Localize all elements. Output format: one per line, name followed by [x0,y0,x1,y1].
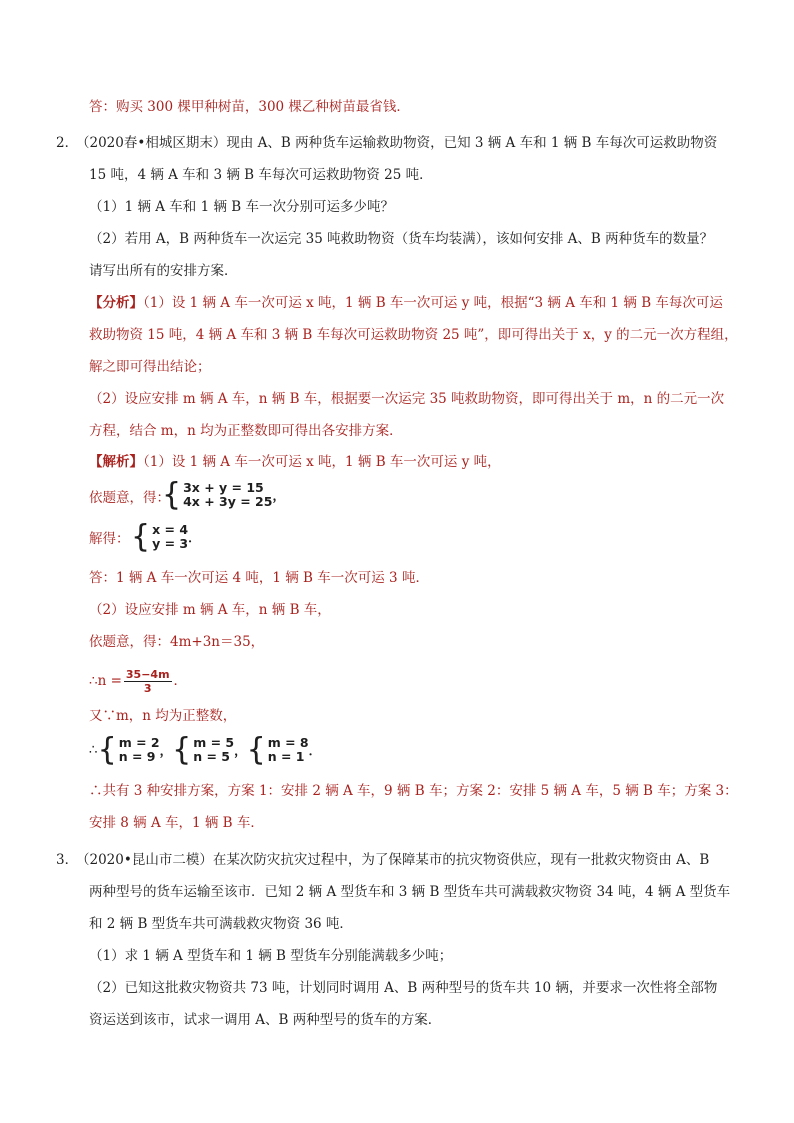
analysis-tag: 【分析】 [89,295,143,311]
fraction-denominator: 3 [143,682,152,695]
analysis-line4: （2）设应安排 m 辆 A 车，n 辆 B 车，根据要一次运完 35 吨救助物资，即可得出关于 m，n 的二元一次 [89,391,725,407]
problem-2-question-2-cont: 请写出所有的安排方案． [89,263,238,279]
problem-2-question-2: （2）若用 A，B 两种货车一次运完 35 吨救助物资（货车均装满），该如何安排 A、B 两种货车的数量？ [89,231,714,247]
set-1a: m = 2 [118,735,160,750]
set-2a: m = 5 [193,735,235,750]
problem-2-number: 2． [56,135,79,151]
n-equals: ∴n = [89,673,122,689]
solution-setup-label: 依题意，得： [89,490,170,506]
problem-3-stem-line2: 两种型号的货车运输至该市．已知 2 辆 A 型货车和 3 辆 B 型货车共可满载救灾物资 34 吨，4 辆 A 型货车 [89,884,731,900]
set-1b: n = 9 [118,749,156,764]
solution-n-expression [89,668,187,695]
solution-text1: （1）设 1 辆 A 车一次可运 x 吨，1 辆 B 车一次可运 y 吨， [143,454,501,470]
solution-sets [89,731,322,768]
fraction-numerator: 35−4m [125,668,170,681]
analysis-text1: （1）设 1 辆 A 车一次可运 x 吨，1 辆 B 车一次可运 y 吨，根据“3 辆 A 车和 1 辆 B 车每次可运 [143,295,723,311]
solution-plans-line1: ∴共有 3 种安排方案，方案 1：安排 2 辆 A 车，9 辆 B 车；方案 2：安排 5 辆 A 车，5 辆 B 车；方案 3： [89,783,738,799]
fraction [124,668,172,695]
equation-system-1 [162,476,285,513]
brace-icon: { [131,518,151,555]
problem-3-number: 3． [56,852,79,868]
set-3b: n = 1 [267,749,305,764]
n-expression-end: ． [173,673,188,689]
solution-solve-label: 解得： [89,531,130,547]
equation-2-end: ． [188,530,201,545]
equation-2a: x = 4 [152,522,189,537]
equation-1-end: ， [272,488,285,503]
brace-icon: { [246,731,266,768]
solution-plans-line2: 安排 8 辆 A 车，1 辆 B 车． [89,815,264,831]
therefore-symbol: ∴ [89,742,98,758]
equation-2b: y = 3 [152,536,189,551]
equation-1b: 4x + 3y = 25 [183,494,273,509]
set-2b: n = 5 [193,749,230,764]
analysis-line5: 方程，结合 m，n 均为正整数即可得出各安排方案． [89,423,403,439]
brace-icon: { [162,476,182,513]
problem-3-stem-line3: 和 2 辆 B 型货车共可满载救灾物资 36 吨． [89,916,353,932]
analysis-line1 [89,294,723,312]
solution-answer-1: 答：1 辆 A 车一次可运 4 吨，1 辆 B 车一次可运 3 吨． [89,570,429,586]
analysis-line2: 救助物资 15 吨，4 辆 A 车和 3 辆 B 车每次可运救助物资 25 吨”，即可得出关于 x，y 的二元一次方程组， [89,327,738,343]
solution-integer-condition: 又∵m，n 均为正整数， [89,708,237,724]
brace-icon: { [172,731,192,768]
set-3a: m = 8 [267,735,309,750]
solution-line1 [89,453,501,471]
solution-part-2-setup: （2）设应安排 m 辆 A 车，n 辆 B 车， [89,602,331,618]
problem-2-stem-line2: 15 吨，4 辆 A 车和 3 辆 B 车每次可运救助物资 25 吨． [89,167,433,183]
problem-3-question-2: （2）已知这批救灾物资共 73 吨，计划同时调用 A、B 两种型号的货车共 10 辆，并要求一次性将全部物 [89,980,718,996]
problem-3-stem-line1: （2020•昆山市二模）在某次防灾抗灾过程中，为了保障某市的抗灾物资供应，现有一批救灾物资由 A、B [76,852,710,868]
problem-2-question-1: （1）1 辆 A 车和 1 辆 B 车一次分别可运多少吨？ [89,199,394,215]
problem-2-stem-line1: （2020春•相城区期末）现由 A、B 两种货车运输救助物资，已知 3 辆 A 车和 1 辆 B 车每次可运救助物资 [76,135,718,151]
equation-system-2 [131,518,201,555]
equation-1a: 3x + y = 15 [183,480,264,495]
solution-tag: 【解析】 [89,454,143,470]
set-separator: ， [159,743,173,758]
problem-3-question-2-cont: 资运送到该市，试求一调用 A、B 两种型号的货车的方案． [89,1012,442,1028]
analysis-line3: 解之即可得出结论； [89,359,211,375]
solution-part-2-equation: 依题意，得：4m+3n＝35， [89,634,265,650]
brace-icon: { [97,731,117,768]
set-separator: ， [234,743,247,758]
answer-line-prev: 答：购买 300 棵甲种树苗，300 棵乙种树苗最省钱． [89,99,410,115]
sets-end: ． [308,743,322,758]
problem-3-question-1: （1）求 1 辆 A 型货车和 1 辆 B 型货车分别能满载多少吨； [89,948,453,964]
